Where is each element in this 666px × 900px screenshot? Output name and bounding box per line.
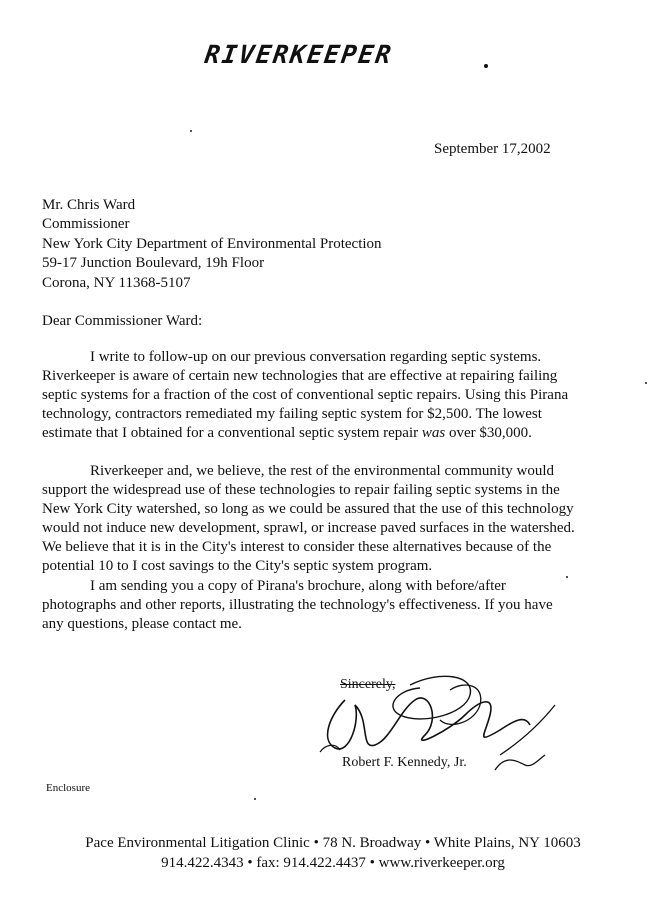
scan-speck [645, 382, 647, 384]
body-line: any questions, please contact me. [42, 616, 242, 632]
body-line: photographs and other reports, illustrating the technology's effectiveness. If you have [42, 597, 553, 613]
body-line: support the widespread use of these technologies to repair failing septic systems in the [42, 482, 560, 498]
body-line: technology, contractors remediated my failing septic system for $2,500. The lowest [42, 406, 542, 422]
body-line: I write to follow-up on our previous conversation regarding septic systems. [90, 349, 542, 365]
body-line: septic systems for a fraction of the cost of conventional septic repairs. Using this Pirana [42, 387, 569, 403]
recipient-line: Corona, NY 11368-5107 [42, 274, 191, 291]
body-line-part: over $30,000. [445, 425, 532, 441]
body-line [42, 424, 568, 443]
body-line: Riverkeeper is aware of certain new technologies that are effective at repairing failing [42, 368, 558, 384]
letter-date: September 17,2002 [434, 141, 551, 157]
body-line: New York City watershed, so long as we could be assured that the use of this technology [42, 501, 574, 517]
recipient-line: 59-17 Junction Boulevard, 19h Floor [42, 255, 265, 272]
footer-contact: 914.422.4343 • fax: 914.422.4437 • www.riverkeeper.org [161, 855, 505, 871]
recipient-line: New York City Department of Environmental Protection [42, 235, 382, 252]
body-paragraph-2 [42, 462, 575, 576]
recipient-line: Mr. Chris Ward [42, 197, 136, 213]
footer-address: Pace Environmental Litigation Clinic • 78 N. Broadway • White Plains, NY 10603 [85, 835, 581, 851]
scan-speck [566, 576, 568, 578]
body-paragraph-3 [42, 577, 553, 634]
recipient-address [42, 196, 382, 293]
signer-name: Robert F. Kennedy, Jr. [342, 755, 467, 770]
riverkeeper-logo: RIVERKEEPER [202, 40, 395, 69]
logo-period [484, 64, 488, 68]
body-line: We believe that it is in the City's interest to consider these alternatives because of the [42, 539, 552, 555]
scan-speck [190, 130, 192, 132]
body-line: potential 10 to I cost savings to the City's septic system program. [42, 558, 433, 574]
emphasis-was: was [421, 425, 446, 441]
body-paragraph-1 [42, 348, 568, 443]
scan-speck [254, 798, 256, 800]
enclosure-note: Enclosure [46, 782, 90, 794]
body-line: Riverkeeper and, we believe, the rest of the environmental community would [90, 463, 555, 479]
body-line-part: estimate that I obtained for a conventional septic system repair [42, 425, 422, 441]
recipient-line: Commissioner [42, 216, 130, 233]
body-line: would not induce new development, sprawl, or increase paved surfaces in the watershed. [42, 520, 575, 536]
salutation: Dear Commissioner Ward: [42, 313, 203, 329]
body-line: I am sending you a copy of Pirana's brochure, along with before/after [90, 578, 506, 594]
closing-sincerely: Sincerely, [340, 677, 396, 692]
